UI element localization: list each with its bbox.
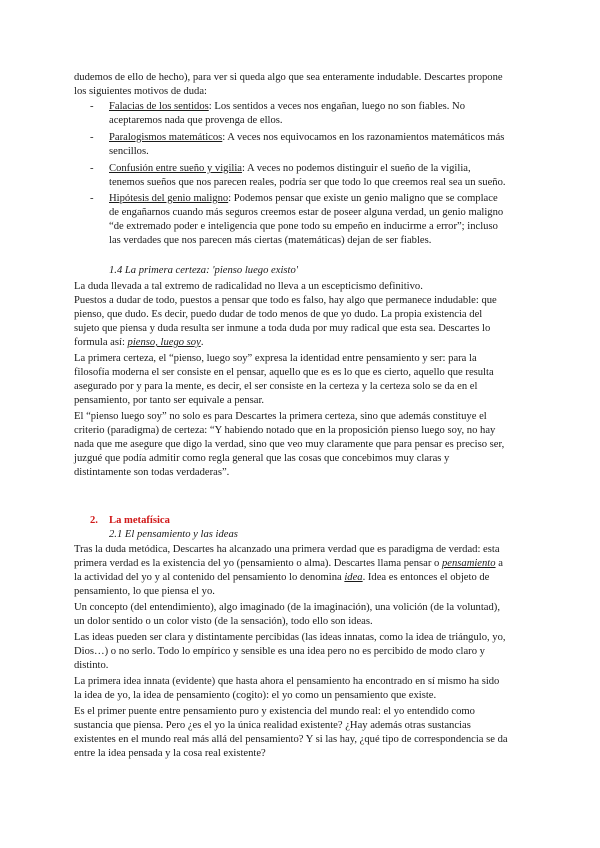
paragraph-line: los siguientes motivos de duda:	[74, 86, 208, 97]
paragraph-line: asegurado por y para la mente, es decir, el ser consiste en la certeza y la certeza solo se da en el	[74, 381, 478, 392]
section-heading: 1.4 La primera certeza: 'pienso luego existo'	[109, 265, 299, 276]
text-run: la actividad del yo y al contenido del pensamiento lo denomina	[74, 572, 345, 583]
list-bullet: -	[90, 163, 94, 174]
paragraph-line: La primera certeza, el “pienso, luego soy” expresa la identidad entre pensamiento y ser: para la	[74, 353, 477, 364]
list-item-line: tenemos sueños que nos parecen reales, podría ser que todo lo que creemos real sea un sueño.	[109, 177, 506, 188]
paragraph-line: Tras la duda metódica, Descartes ha alcanzado una primera verdad que es paradigma de verdad: esta	[74, 544, 500, 555]
list-bullet: -	[90, 101, 94, 112]
paragraph-line: Puestos a dudar de todo, puestos a pensar que todo es falso, hay algo que permanece indudable: que	[74, 295, 497, 306]
list-item-line: sencillos.	[109, 146, 149, 157]
paragraph-line: distinto.	[74, 660, 109, 671]
list-item-falacias	[109, 100, 465, 113]
paragraph-line: existentes en el mundo real más allá del pensamiento? Y si las hay, ¿qué tipo de correspondencia se da	[74, 734, 508, 745]
paragraph-line	[74, 571, 489, 584]
formula-prefix: formula así:	[74, 337, 128, 348]
paragraph-line: Es el primer puente entre pensamiento puro y existencia del mundo real: el yo entendido como	[74, 706, 475, 717]
paragraph-line: sujeto que piensa y duda resulta ser inmune a toda duda por muy radical que esta sea. Descartes lo	[74, 323, 491, 334]
list-item-line: “de extremado poder e inteligencia que pone todo su empeño en inducirme a error”; incluso	[109, 221, 498, 232]
section-number: 2.	[90, 515, 98, 526]
paragraph-line: sustancia que piensa. Pero ¿es el yo la única realidad existente? ¿Hay además otras sustancias	[74, 720, 471, 731]
list-item-term: Falacias de los sentidos	[109, 101, 209, 112]
paragraph-line: pensamiento, por tanto ser equivale a pensar.	[74, 395, 265, 406]
text-run: a	[495, 558, 503, 569]
paragraph-line: criterio (paradigma) de certeza: “Y habiendo notado que en la proposición pienso luego soy, no hay	[74, 425, 496, 436]
list-item-text: : A veces no podemos distinguir el sueño de la vigilia,	[242, 163, 471, 174]
paragraph-line: juzgué que podía admitir como regla general que las cosas que concebimos muy claras y	[74, 453, 450, 464]
paragraph-line: la idea de yo, la idea de pensamiento (cogito): el yo como un pensamiento que existe.	[74, 690, 437, 701]
list-item-text: : Podemos pensar que existe un genio maligno que se complace	[228, 193, 498, 204]
paragraph-line: filosofía moderna el ser consiste en el pensar, aquello que es es lo que es cierto, aquello que resulta	[74, 367, 494, 378]
paragraph-line: pensamiento, lo que piensa el yo.	[74, 586, 215, 597]
subsection-heading: 2.1 El pensamiento y las ideas	[109, 529, 238, 540]
list-item-term: Paralogismos matemáticos	[109, 132, 223, 143]
list-item-text: : A veces nos equivocamos en los razonamientos matemáticos más	[222, 132, 505, 143]
paragraph-line: Las ideas pueden ser clara y distintamente percibidas (las ideas innatas, como la idea de triángulo, yo,	[74, 632, 506, 643]
list-bullet: -	[90, 132, 94, 143]
text-run: primera verdad es la existencia del yo (pensamiento o alma). Descartes llama pensar o	[74, 558, 442, 569]
paragraph-line: nada que me asegure que digo la verdad, sino que veo muy claramente que para pensar es preciso ser,	[74, 439, 505, 450]
paragraph-line: El “pienso luego soy” no solo es para Descartes la primera certeza, sino que además constituye el	[74, 411, 487, 422]
paragraph-line: entre la idea pensada y la cosa real existente?	[74, 748, 266, 759]
paragraph-line: dudemos de ello de hecho), para ver si queda algo que sea enteramente indudable. Descartes propone	[74, 72, 503, 83]
list-item-paralogismos	[109, 131, 504, 144]
paragraph-line: pienso, que dudo. Es decir, puedo dudar de todo menos de que yo dudo. La propia existencia del	[74, 309, 483, 320]
list-item-line: aceptaremos nada que provenga de ellos.	[109, 115, 283, 126]
paragraph-line	[74, 557, 503, 570]
paragraph-line: un dolor sentido o un color visto (de la sensación), todo ello son ideas.	[74, 616, 373, 627]
list-item-confusion	[109, 162, 471, 175]
list-item-genio	[109, 192, 498, 205]
formula-term: pienso, luego soy	[127, 337, 201, 348]
formula-suffix: .	[200, 337, 204, 348]
list-bullet: -	[90, 193, 94, 204]
list-item-term: Confusión entre sueño y vigilia	[109, 163, 242, 174]
list-item-term: Hipótesis del genio maligno	[109, 193, 229, 204]
paragraph-line: Un concepto (del entendimiento), algo imaginado (de la imaginación), una volición (de la voluntad),	[74, 602, 500, 613]
paragraph-line: La primera idea innata (evidente) que hasta ahora el pensamiento ha encontrado en sí mismo ha sido	[74, 676, 500, 687]
term-idea: idea	[344, 572, 363, 583]
paragraph-line: La duda llevada a tal extremo de radicalidad no lleva a un escepticismo definitivo.	[74, 281, 423, 292]
list-item-line: las verdades que nos parecen más ciertas (matemáticas) dejan de ser fiables.	[109, 235, 432, 246]
section-title: La metafísica	[109, 515, 170, 526]
paragraph-line: Dios…) o no serlo. Todo lo empírico y sensible es una idea pero no es percibido de modo claro y	[74, 646, 485, 657]
text-run: . Idea es entonces el objeto de	[362, 572, 490, 583]
paragraph-line	[74, 336, 203, 349]
list-item-text: : Los sentidos a veces nos engañan, luego no son fiables. No	[208, 101, 466, 112]
list-item-line: de engañarnos cuando más seguros creemos estar de poseer alguna verdad, un genio maligno	[109, 207, 504, 218]
term-pensamiento: pensamiento	[441, 558, 496, 569]
paragraph-line: distintamente son todas verdaderas”.	[74, 467, 230, 478]
